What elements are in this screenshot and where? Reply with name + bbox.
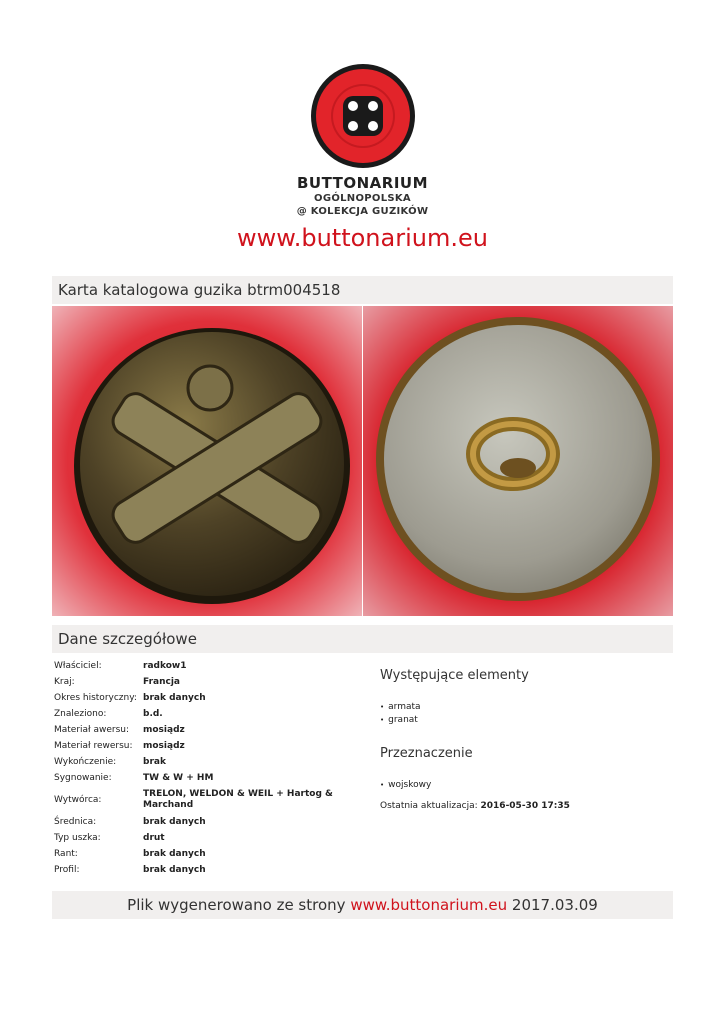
property-key: Materiał rewersu: [54, 741, 133, 751]
side-column [380, 668, 670, 811]
reverse-photo [363, 306, 673, 616]
property-key: Kraj: [54, 677, 75, 687]
property-key: Profil: [54, 865, 80, 875]
property-value: brak danych [143, 816, 206, 827]
table-row [52, 674, 343, 690]
logo-subtitle-2: @ KOLEKCJA GUZIKÓW [296, 206, 429, 217]
footer-link[interactable]: www.buttonarium.eu [350, 896, 508, 914]
elements-heading: Występujące elementy [380, 668, 529, 683]
property-value: drut [143, 832, 165, 843]
table-row [52, 862, 343, 878]
property-value: brak danych [143, 692, 206, 703]
property-key: Znaleziono: [54, 709, 107, 719]
table-row [52, 706, 343, 722]
list-item [380, 779, 670, 792]
property-key: Wytwórca: [54, 795, 102, 805]
details-title: Dane szczegółowe [52, 625, 673, 653]
property-key: Typ uszka: [54, 833, 101, 843]
bullet-icon: • [380, 781, 385, 789]
property-key: Wykończenie: [54, 757, 117, 767]
table-row [52, 814, 343, 830]
property-key: Sygnowanie: [54, 773, 112, 783]
list-item [380, 714, 670, 727]
table-row [52, 690, 343, 706]
property-value: radkow1 [143, 660, 187, 671]
property-key: Okres historyczny: [54, 693, 137, 703]
table-row [52, 722, 343, 738]
property-key: Rant: [54, 849, 78, 859]
property-value: b.d. [143, 708, 163, 719]
property-value: TRELON, WELDON & WEIL + Hartog & Marchand [143, 789, 333, 810]
logo-brand: BUTTONARIUM [296, 174, 429, 192]
table-row [52, 786, 343, 814]
table-row [52, 846, 343, 862]
last-updated-value: 2016-05-30 17:35 [480, 801, 570, 811]
element-item-label: armata [388, 702, 421, 712]
table-row [52, 738, 343, 754]
buttonarium-logo [0, 62, 725, 218]
properties-table [52, 658, 343, 878]
logo-subtitle-1: OGÓLNOPOLSKA [314, 193, 411, 204]
element-item-label: granat [388, 715, 418, 725]
property-value: mosiądz [143, 740, 185, 751]
obverse-photo [52, 306, 362, 616]
property-key: Materiał awersu: [54, 725, 130, 735]
bullet-icon: • [380, 703, 385, 711]
purpose-heading: Przeznaczenie [380, 746, 473, 761]
list-item [380, 701, 670, 714]
table-row [52, 754, 343, 770]
property-value: Francja [143, 676, 180, 687]
button-photos [52, 306, 673, 616]
property-value: brak danych [143, 864, 206, 875]
table-row [52, 770, 343, 786]
property-value: mosiądz [143, 724, 185, 735]
property-value: TW & W + HM [143, 772, 214, 783]
property-value: brak [143, 756, 166, 767]
last-updated-label: Ostatnia aktualizacja: [380, 801, 478, 811]
site-url-link[interactable]: www.buttonarium.eu [237, 224, 488, 252]
button-logo-icon [309, 62, 417, 170]
footer-date: 2017.03.09 [511, 896, 598, 914]
table-row [52, 658, 343, 674]
footer [52, 891, 673, 919]
purpose-list [380, 779, 670, 792]
property-value: brak danych [143, 848, 206, 859]
last-updated [380, 801, 670, 811]
footer-prefix: Plik wygenerowano ze strony [127, 896, 346, 914]
bullet-icon: • [380, 716, 385, 724]
elements-list [380, 701, 670, 727]
purpose-item-label: wojskowy [388, 780, 432, 790]
table-row [52, 830, 343, 846]
card-title: Karta katalogowa guzika btrm004518 [52, 276, 673, 304]
property-key: Właściciel: [54, 661, 102, 671]
property-key: Średnica: [54, 817, 97, 827]
